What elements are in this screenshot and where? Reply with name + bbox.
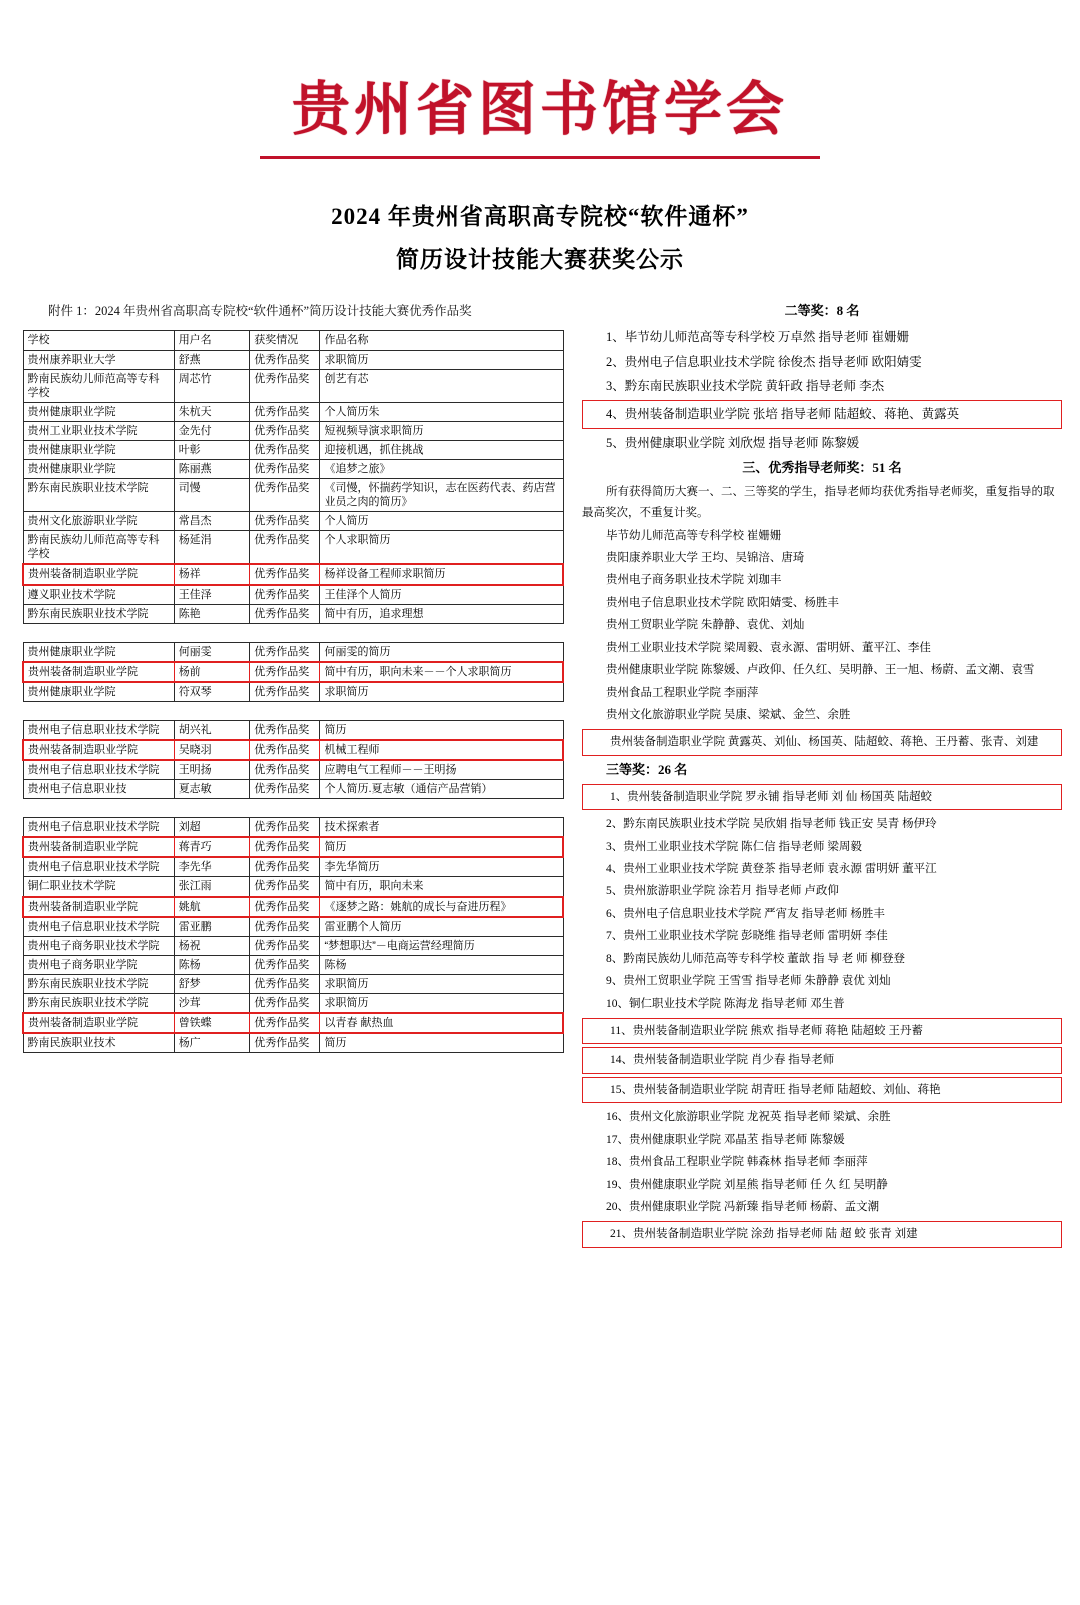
cell-school: 贵州装备制造职业学院 (23, 564, 174, 584)
content-columns (0, 298, 1080, 1251)
cell-award: 优秀作品奖 (250, 642, 320, 662)
cell-award: 优秀作品奖 (250, 585, 320, 605)
list-item: 贵州装备制造职业学院 黄露英、刘仙、杨国英、陆超蛟、蒋艳、王丹蓄、张青、刘建 (582, 729, 1062, 755)
cell-work: 应聘电气工程师－－王明扬 (320, 760, 563, 780)
list-item: 2、贵州电子信息职业技术学院 徐俊杰 指导老师 欧阳婧雯 (606, 354, 922, 369)
cell-school: 贵州装备制造职业学院 (23, 662, 174, 682)
cell-award: 优秀作品奖 (250, 974, 320, 993)
table-row (23, 512, 563, 531)
list-item: 贵州电子商务职业技术学院 刘珈丰 (606, 574, 782, 587)
cell-user: 雷亚鹏 (174, 917, 250, 937)
awards-table-1-body (23, 350, 563, 623)
cell-work: “梦想职达”－电商运营经理简历 (320, 936, 563, 955)
table-row (23, 720, 563, 740)
list-item: 贵州食品工程职业学院 李丽萍 (606, 686, 759, 699)
cell-school: 贵州健康职业学院 (23, 682, 174, 702)
cell-user: 王明扬 (174, 760, 250, 780)
cell-work: 简中有历，追求理想 (320, 604, 563, 623)
table-row (23, 662, 563, 682)
list-item: 4、贵州装备制造职业学院 张培 指导老师 陆超蛟、蒋艳、黄露英 (582, 400, 1062, 428)
cell-user: 陈艳 (174, 604, 250, 623)
cell-school: 贵州健康职业学院 (23, 459, 174, 478)
cell-user: 刘超 (174, 818, 250, 838)
list-item: 21、贵州装备制造职业学院 涂劲 指导老师 陆 超 蛟 张青 刘建 (582, 1221, 1062, 1247)
cell-award: 优秀作品奖 (250, 440, 320, 459)
right-column (582, 298, 1062, 1251)
list-item: 贵州电子信息职业技术学院 欧阳婧雯、杨胜丰 (606, 596, 839, 609)
cell-user: 沙茸 (174, 993, 250, 1013)
cell-school: 黔南民族职业技术 (23, 1033, 174, 1053)
cell-work: 简历 (320, 1033, 563, 1053)
table-row (23, 479, 563, 512)
cell-award: 优秀作品奖 (250, 604, 320, 623)
table-row (23, 917, 563, 937)
excellent-teacher-note: 所有获得简历大赛一、二、三等奖的学生，指导老师均获优秀指导老师奖，重复指导的取最高奖次，不重复计奖。 (582, 486, 1055, 520)
cell-user: 杨前 (174, 662, 250, 682)
cell-school: 贵州装备制造职业学院 (23, 1013, 174, 1033)
list-item: 5、贵州健康职业学院 刘欣煜 指导老师 陈黎媛 (606, 435, 860, 450)
cell-school: 黔东南民族职业技术学院 (23, 993, 174, 1013)
cell-user: 周芯竹 (174, 369, 250, 402)
document-title-line2: 简历设计技能大赛获奖公示 (396, 247, 684, 273)
cell-award: 优秀作品奖 (250, 818, 320, 838)
list-item: 3、贵州工业职业技术学院 陈仁信 指导老师 梁周毅 (606, 840, 862, 853)
cell-work: 求职简历 (320, 974, 563, 993)
table-row (23, 857, 563, 877)
list-item: 9、贵州工贸职业学院 王雪雪 指导老师 朱静静 袁优 刘灿 (606, 975, 891, 988)
cell-award: 优秀作品奖 (250, 350, 320, 369)
cell-work: 杨祥设备工程师求职简历 (320, 564, 563, 584)
cell-user: 陈杨 (174, 955, 250, 974)
cell-school: 黔东南民族职业技术学院 (23, 604, 174, 623)
cell-school: 黔南民族幼儿师范高等专科学校 (23, 369, 174, 402)
list-item: 贵阳康养职业大学 王均、吴锦涪、唐琦 (606, 552, 805, 564)
cell-user: 舒梦 (174, 974, 250, 993)
col-work: 作品名称 (320, 331, 563, 350)
cell-school: 贵州装备制造职业学院 (23, 897, 174, 917)
awards-table-2-body (23, 642, 563, 701)
organization-title: 贵州省图书馆学会 (291, 77, 788, 142)
cell-award: 优秀作品奖 (250, 877, 320, 897)
table-row (23, 877, 563, 897)
cell-work: 《追梦之旅》 (320, 459, 563, 478)
list-item: 8、黔南民族幼儿师范高等专科学校 董歆 指 导 老 师 柳登登 (606, 952, 905, 965)
list-item: 18、贵州食品工程职业学院 韩森林 指导老师 李丽萍 (606, 1156, 868, 1169)
appendix-note: 附件 1：2024 年贵州省高职高专院校“软件通杯”简历设计技能大赛优秀作品奖 (48, 304, 472, 319)
cell-user: 胡兴礼 (174, 720, 250, 740)
cell-user: 蒋青巧 (174, 837, 250, 857)
cell-user: 叶彰 (174, 440, 250, 459)
document-title (0, 195, 1080, 282)
table-row (23, 740, 563, 760)
second-prize-list (582, 325, 1062, 455)
left-column (22, 298, 564, 1251)
table-row (23, 897, 563, 917)
cell-user: 舒燕 (174, 350, 250, 369)
col-user: 用户名 (174, 331, 250, 350)
cell-work: 迎接机遇，抓住挑战 (320, 440, 563, 459)
awards-table-4-body (23, 818, 563, 1053)
cell-work: 以青春 献热血 (320, 1013, 563, 1033)
cell-award: 优秀作品奖 (250, 1013, 320, 1033)
cell-work: 李先华简历 (320, 857, 563, 877)
cell-work: 王佳泽个人简历 (320, 585, 563, 605)
list-item: 4、贵州工业职业技术学院 黄登茶 指导老师 袁永源 雷明妍 董平江 (606, 863, 937, 876)
list-item: 贵州工贸职业学院 朱静静、袁优、刘灿 (606, 619, 805, 632)
third-prize-heading: 三等奖：26 名 (606, 761, 688, 777)
cell-award: 优秀作品奖 (250, 897, 320, 917)
cell-user: 张江雨 (174, 877, 250, 897)
second-prize-heading: 二等奖：8 名 (784, 303, 860, 319)
table-row (23, 564, 563, 584)
list-item: 贵州健康职业学院 陈黎媛、卢政仰、任久红、吴明静、王一旭、杨蔚、孟文潮、袁雪 (606, 664, 1035, 677)
cell-work: 个人简历 (320, 512, 563, 531)
table-row (23, 1013, 563, 1033)
table-row (23, 642, 563, 662)
cell-user: 符双琴 (174, 682, 250, 702)
cell-school: 贵州电子信息职业技术学院 (23, 917, 174, 937)
cell-work: 技术探索者 (320, 818, 563, 838)
list-item: 7、贵州工业职业技术学院 彭晓维 指导老师 雷明妍 李佳 (606, 930, 888, 943)
list-item: 3、黔东南民族职业技术学院 黄轩政 指导老师 李杰 (606, 378, 885, 393)
cell-school: 贵州电子信息职业技术学院 (23, 720, 174, 740)
cell-school: 贵州装备制造职业学院 (23, 740, 174, 760)
list-item: 2、黔东南民族职业技术学院 吴欣娟 指导老师 钱正安 吴青 杨伊玲 (606, 818, 937, 831)
cell-user: 金先付 (174, 421, 250, 440)
list-item: 10、铜仁职业技术学院 陈海龙 指导老师 邓生普 (606, 997, 845, 1010)
cell-award: 优秀作品奖 (250, 1033, 320, 1053)
cell-school: 贵州文化旅游职业学院 (23, 512, 174, 531)
cell-work: 《司慢，怀揣药学知识，志在医药代表、药店营业员之肉的简历》 (320, 479, 563, 512)
cell-work: 简中有历，职向未来 (320, 877, 563, 897)
cell-work: 个人求职简历 (320, 531, 563, 565)
table-row (23, 936, 563, 955)
list-item: 14、贵州装备制造职业学院 肖少春 指导老师 (582, 1047, 1062, 1073)
cell-award: 优秀作品奖 (250, 479, 320, 512)
cell-award: 优秀作品奖 (250, 857, 320, 877)
cell-award: 优秀作品奖 (250, 369, 320, 402)
cell-award: 优秀作品奖 (250, 402, 320, 421)
table-row (23, 350, 563, 369)
cell-school: 贵州电子信息职业技 (23, 780, 174, 799)
cell-user: 杨祥 (174, 564, 250, 584)
cell-school: 黔东南民族职业技术学院 (23, 974, 174, 993)
cell-work: 求职简历 (320, 993, 563, 1013)
cell-school: 黔东南民族职业技术学院 (23, 479, 174, 512)
cell-user: 曾铁蝶 (174, 1013, 250, 1033)
excellent-teacher-heading: 三、优秀指导老师奖：51 名 (742, 460, 902, 476)
list-item: 1、毕节幼儿师范高等专科学校 万卓然 指导老师 崔姗姗 (606, 330, 910, 345)
table-row (23, 955, 563, 974)
cell-school: 遵义职业技术学院 (23, 585, 174, 605)
table-row (23, 993, 563, 1013)
list-item: 20、贵州健康职业学院 冯新臻 指导老师 杨蔚、孟文潮 (606, 1200, 880, 1213)
cell-school: 贵州健康职业学院 (23, 440, 174, 459)
title-divider (260, 156, 820, 159)
cell-school: 贵州健康职业学院 (23, 402, 174, 421)
list-item: 毕节幼儿师范高等专科学校 崔姗姗 (606, 529, 782, 542)
table-row (23, 1033, 563, 1053)
list-item: 16、贵州文化旅游职业学院 龙祝英 指导老师 梁斌、余胜 (606, 1111, 891, 1124)
cell-school: 黔南民族幼儿师范高等专科学校 (23, 531, 174, 565)
cell-work: 个人简历.夏志敏（通信产品营销） (320, 780, 563, 799)
list-item: 1、贵州装备制造职业学院 罗永铺 指导老师 刘 仙 杨国英 陆超蛟 (582, 784, 1062, 810)
cell-user: 何丽雯 (174, 642, 250, 662)
cell-award: 优秀作品奖 (250, 780, 320, 799)
list-item: 17、贵州健康职业学院 邓晶苤 指导老师 陈黎媛 (606, 1133, 845, 1146)
cell-award: 优秀作品奖 (250, 531, 320, 565)
table-row (23, 440, 563, 459)
cell-user: 常昌杰 (174, 512, 250, 531)
cell-school: 贵州电子信息职业技术学院 (23, 818, 174, 838)
table-row (23, 421, 563, 440)
table-row (23, 459, 563, 478)
list-item: 19、贵州健康职业学院 刘星熊 指导老师 任 久 红 吴明静 (606, 1178, 888, 1191)
teacher-list (582, 525, 1062, 756)
list-item: 贵州工业职业技术学院 梁周毅、袁永源、雷明妍、董平江、李佳 (606, 641, 931, 654)
cell-work: 雷亚鹏个人简历 (320, 917, 563, 937)
cell-user: 姚航 (174, 897, 250, 917)
table-row (23, 585, 563, 605)
document-page (0, 78, 1080, 1605)
cell-work: 求职简历 (320, 350, 563, 369)
table-row (23, 531, 563, 565)
cell-work: 个人简历朱 (320, 402, 563, 421)
cell-award: 优秀作品奖 (250, 682, 320, 702)
table-row (23, 369, 563, 402)
cell-user: 李先华 (174, 857, 250, 877)
cell-work: 《逐梦之路：姚航的成长与奋进历程》 (320, 897, 563, 917)
cell-work: 简历 (320, 720, 563, 740)
awards-table-4 (22, 817, 564, 1053)
cell-work: 何丽雯的简历 (320, 642, 563, 662)
cell-user: 杨祝 (174, 936, 250, 955)
cell-award: 优秀作品奖 (250, 993, 320, 1013)
list-item: 5、贵州旅游职业学院 涂若月 指导老师 卢政仰 (606, 885, 839, 898)
cell-school: 贵州装备制造职业学院 (23, 837, 174, 857)
cell-award: 优秀作品奖 (250, 917, 320, 937)
col-school: 学校 (23, 331, 174, 350)
cell-work: 创艺有芯 (320, 369, 563, 402)
table-row (23, 402, 563, 421)
cell-work: 短视频导演求职简历 (320, 421, 563, 440)
cell-work: 机械工程师 (320, 740, 563, 760)
cell-work: 简中有历，职向未来－－个人求职简历 (320, 662, 563, 682)
table-row (23, 974, 563, 993)
cell-award: 优秀作品奖 (250, 512, 320, 531)
cell-school: 铜仁职业技术学院 (23, 877, 174, 897)
document-title-line1: 2024 年贵州省高职高专院校“软件通杯” (331, 203, 749, 229)
list-item: 11、贵州装备制造职业学院 熊欢 指导老师 蒋艳 陆超蛟 王丹蓄 (582, 1018, 1062, 1044)
cell-school: 贵州康养职业大学 (23, 350, 174, 369)
table-row (23, 818, 563, 838)
cell-user: 王佳泽 (174, 585, 250, 605)
table-row (23, 760, 563, 780)
col-award: 获奖情况 (250, 331, 320, 350)
cell-school: 贵州电子信息职业技术学院 (23, 760, 174, 780)
cell-award: 优秀作品奖 (250, 936, 320, 955)
cell-award: 优秀作品奖 (250, 740, 320, 760)
cell-award: 优秀作品奖 (250, 955, 320, 974)
cell-work: 陈杨 (320, 955, 563, 974)
cell-user: 杨延涓 (174, 531, 250, 565)
table-header-row (23, 331, 563, 350)
cell-award: 优秀作品奖 (250, 564, 320, 584)
cell-award: 优秀作品奖 (250, 421, 320, 440)
cell-school: 贵州工业职业技术学院 (23, 421, 174, 440)
table-row (23, 682, 563, 702)
third-prize-list (582, 784, 1062, 1248)
awards-table-3-body (23, 720, 563, 798)
cell-school: 贵州电子商务职业技术学院 (23, 936, 174, 955)
cell-school: 贵州电子信息职业技术学院 (23, 857, 174, 877)
list-item: 15、贵州装备制造职业学院 胡青旺 指导老师 陆超蛟、刘仙、蒋艳 (582, 1077, 1062, 1103)
table-row (23, 837, 563, 857)
cell-award: 优秀作品奖 (250, 837, 320, 857)
cell-work: 求职简历 (320, 682, 563, 702)
awards-table-2 (22, 642, 564, 702)
cell-user: 司慢 (174, 479, 250, 512)
cell-award: 优秀作品奖 (250, 760, 320, 780)
list-item: 6、贵州电子信息职业技术学院 严宵友 指导老师 杨胜丰 (606, 907, 885, 920)
list-item: 贵州文化旅游职业学院 吴康、梁斌、金竺、余胜 (606, 708, 851, 721)
cell-user: 朱杭天 (174, 402, 250, 421)
cell-school: 贵州健康职业学院 (23, 642, 174, 662)
cell-school: 贵州电子商务职业学院 (23, 955, 174, 974)
cell-award: 优秀作品奖 (250, 459, 320, 478)
cell-work: 简历 (320, 837, 563, 857)
cell-user: 吴晓羽 (174, 740, 250, 760)
cell-user: 杨广 (174, 1033, 250, 1053)
cell-award: 优秀作品奖 (250, 720, 320, 740)
cell-award: 优秀作品奖 (250, 662, 320, 682)
awards-table-3 (22, 720, 564, 799)
cell-user: 陈丽燕 (174, 459, 250, 478)
awards-table-1 (22, 330, 564, 623)
table-row (23, 604, 563, 623)
table-row (23, 780, 563, 799)
cell-user: 夏志敏 (174, 780, 250, 799)
